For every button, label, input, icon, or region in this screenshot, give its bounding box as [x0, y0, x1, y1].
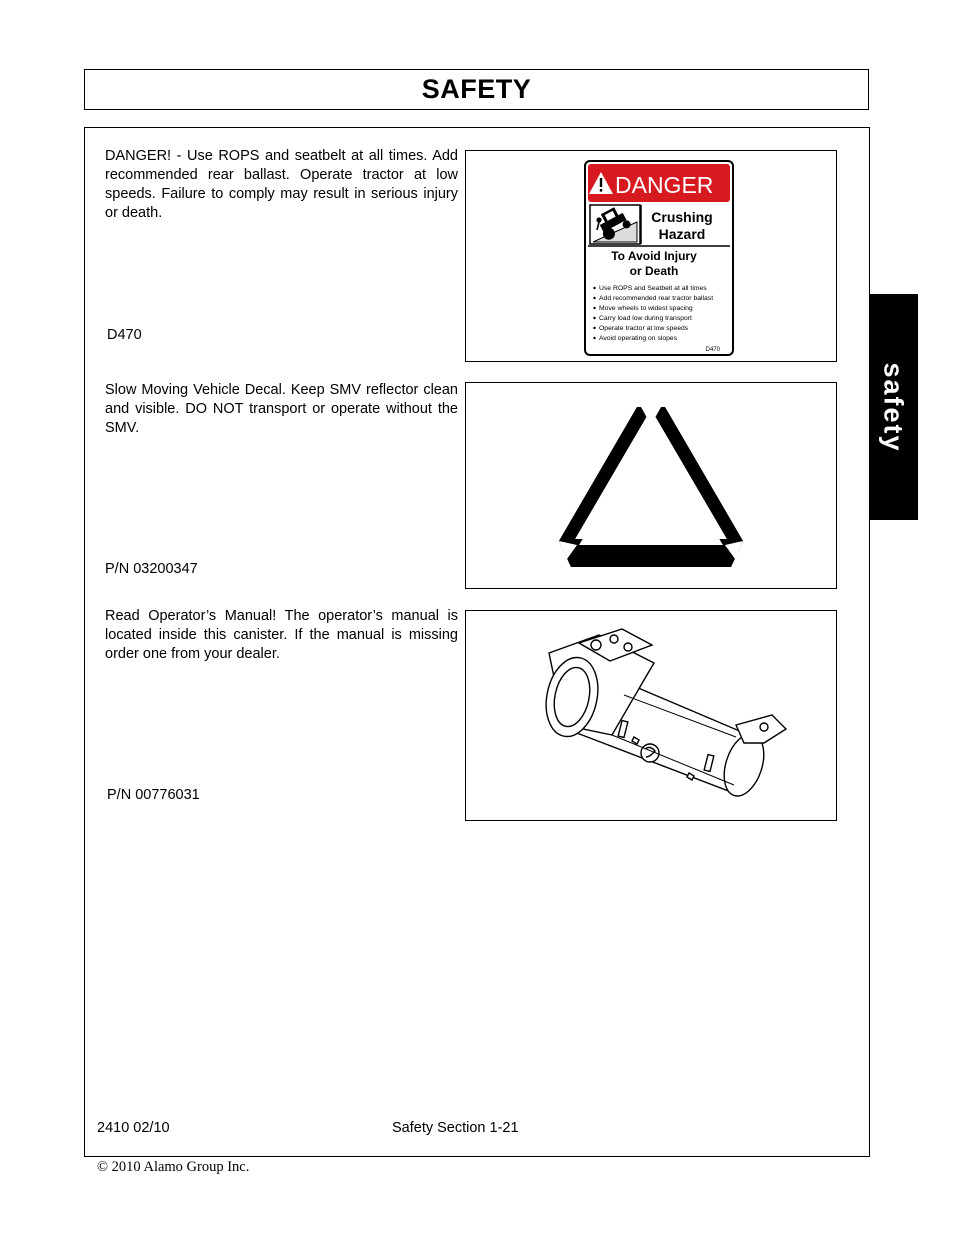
decal-bullet: Operate tractor at low speeds — [599, 325, 689, 332]
danger-header-word: DANGER — [615, 172, 714, 198]
decal-bullet: Use ROPS and Seatbelt at all times — [599, 285, 707, 292]
decal-frame-canister — [465, 610, 837, 821]
item-description-smv: Slow Moving Vehicle Decal. Keep SMV reflector clean and visible. DO NOT transport or operate without the SMV. — [105, 382, 458, 436]
section-side-tab — [869, 294, 918, 520]
item-part-number-danger: D470 — [107, 327, 142, 343]
decal-frame-smv — [465, 382, 837, 589]
item-part-number-smv: P/N 03200347 — [105, 561, 198, 577]
footer-copyright: © 2010 Alamo Group Inc. — [97, 1159, 250, 1175]
decal-hazard-line1: Crushing — [651, 209, 713, 225]
danger-decal — [584, 160, 734, 356]
page-title: SAFETY — [421, 74, 532, 104]
page-title-box — [84, 69, 869, 110]
footer-model-date: 2410 02/10 — [97, 1120, 170, 1136]
decal-hazard-line2: Hazard — [658, 226, 706, 242]
manual-canister-icon — [524, 625, 794, 805]
item-description-canister: Read Operator’s Manual! The operator’s manual is located inside this canister. If the manual is missing order one from your dealer. — [105, 608, 458, 662]
footer-section: Safety Section 1-21 — [392, 1120, 519, 1136]
decal-bullet: Carry load low during transport — [599, 315, 692, 322]
decal-bullet: Avoid operating on slopes — [599, 335, 678, 342]
decal-avoid-line1: To Avoid Injury — [611, 249, 697, 263]
section-side-tab-label: safety — [879, 361, 910, 453]
item-description-danger: DANGER! - Use ROPS and seatbelt at all times. Add recommended rear ballast. Operate tractor at low speeds. Failure to comply may result in serious injury or death. — [105, 148, 458, 221]
decal-avoid-line2: or Death — [629, 264, 679, 278]
decal-frame-danger — [465, 150, 837, 362]
decal-bullet: Move wheels to widest spacing — [599, 305, 693, 312]
decal-code: D470 — [705, 347, 720, 353]
item-part-number-canister: P/N 00776031 — [107, 787, 200, 803]
decal-bullet: Add recommended rear tractor ballast — [599, 295, 714, 302]
smv-triangle-icon — [551, 399, 751, 569]
